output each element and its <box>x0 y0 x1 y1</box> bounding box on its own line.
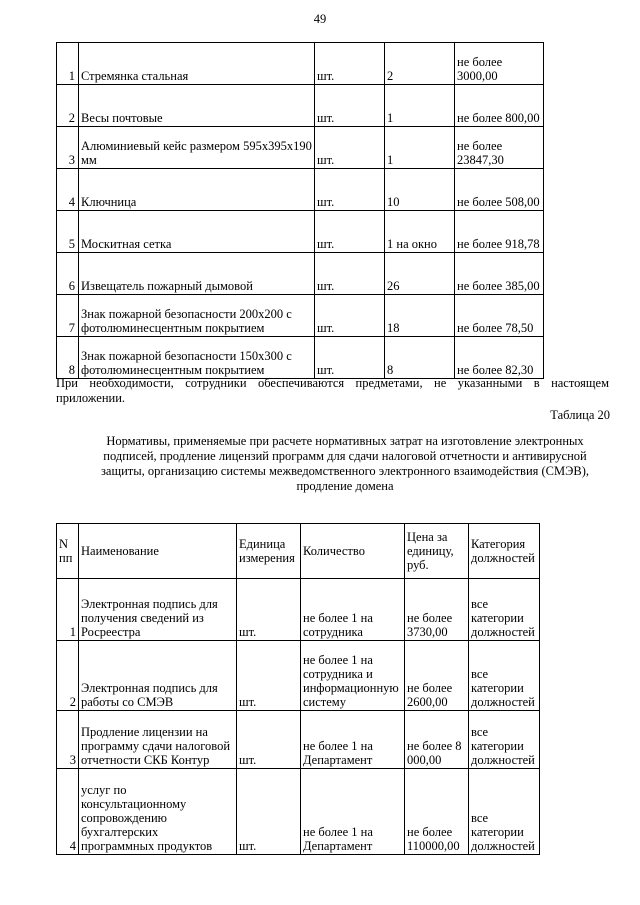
item-name: услуг по консультационному сопровождению бухгалтерских программных продуктов <box>79 769 237 855</box>
item-price: не более 2600,00 <box>405 641 469 711</box>
row-number: 1 <box>57 579 79 641</box>
item-price: не более 508,00 <box>455 169 544 211</box>
header-category: Категория должностей <box>469 524 540 579</box>
item-price: не более 918,78 <box>455 211 544 253</box>
item-quantity: 26 <box>385 253 455 295</box>
item-unit: шт. <box>315 295 385 337</box>
row-number: 3 <box>57 711 79 769</box>
item-unit: шт. <box>315 253 385 295</box>
item-quantity: 18 <box>385 295 455 337</box>
item-name: Стремянка стальная <box>79 43 315 85</box>
item-quantity: не более 1 на сотрудника и информационную систему <box>301 641 405 711</box>
table-row <box>57 641 540 711</box>
item-name: Продление лицензии на программу сдачи налоговой отчетности СКБ Контур <box>79 711 237 769</box>
table-row <box>57 579 540 641</box>
table-row <box>57 337 544 379</box>
item-name: Ключница <box>79 169 315 211</box>
table-row <box>57 169 544 211</box>
table-label: Таблица 20 <box>550 408 610 422</box>
item-quantity: не более 1 на Департамент <box>301 711 405 769</box>
item-price: не более 385,00 <box>455 253 544 295</box>
item-category: все категории должностей <box>469 579 540 641</box>
table-row <box>57 253 544 295</box>
row-number: 6 <box>57 253 79 295</box>
item-quantity: 1 <box>385 85 455 127</box>
row-number: 1 <box>57 43 79 85</box>
item-unit: шт. <box>237 579 301 641</box>
item-category: все категории должностей <box>469 711 540 769</box>
item-price: не более 78,50 <box>455 295 544 337</box>
item-name: Электронная подпись для работы со СМЭВ <box>79 641 237 711</box>
item-quantity: не более 1 на Департамент <box>301 769 405 855</box>
row-number: 8 <box>57 337 79 379</box>
row-number: 4 <box>57 169 79 211</box>
item-price: не более 800,00 <box>455 85 544 127</box>
header-unit: Единица измерения <box>237 524 301 579</box>
item-quantity: 8 <box>385 337 455 379</box>
item-unit: шт. <box>237 641 301 711</box>
table-row <box>57 711 540 769</box>
item-unit: шт. <box>237 769 301 855</box>
item-quantity: 1 на окно <box>385 211 455 253</box>
row-number: 2 <box>57 641 79 711</box>
item-name: Весы почтовые <box>79 85 315 127</box>
header-quantity: Количество <box>301 524 405 579</box>
item-category: все категории должностей <box>469 769 540 855</box>
item-name: Знак пожарной безопасности 200х200 с фотолюминесцентным покрытием <box>79 295 315 337</box>
item-name: Алюминиевый кейс размером 595х395х190 мм <box>79 127 315 169</box>
table-row <box>57 769 540 855</box>
item-unit: шт. <box>315 169 385 211</box>
item-quantity: 1 <box>385 127 455 169</box>
header-row <box>57 524 540 579</box>
item-quantity: не более 1 на сотрудника <box>301 579 405 641</box>
table-row <box>57 295 544 337</box>
table-row <box>57 85 544 127</box>
item-unit: шт. <box>315 211 385 253</box>
row-number: 2 <box>57 85 79 127</box>
table-row <box>57 127 544 169</box>
item-price: не более 110000,00 <box>405 769 469 855</box>
item-unit: шт. <box>315 337 385 379</box>
page-number: 49 <box>313 12 327 26</box>
item-price: не более 82,30 <box>455 337 544 379</box>
item-name: Знак пожарной безопасности 150х300 с фотолюминесцентным покрытием <box>79 337 315 379</box>
item-price: не более 3000,00 <box>455 43 544 85</box>
header-number: N пп <box>57 524 79 579</box>
item-unit: шт. <box>315 85 385 127</box>
note-paragraph: При необходимости, сотрудники обеспечиваются предметами, не указанными в настоящем приложении. <box>56 376 609 405</box>
table-caption: Нормативы, применяемые при расчете нормативных затрат на изготовление электронных подписей, продление лицензий программ для сдачи налоговой отчетности и антивирусной защиты, организацию системы межведомственного электронного взаимодействия (СМЭВ), продление домена <box>100 434 590 493</box>
item-name: Извещатель пожарный дымовой <box>79 253 315 295</box>
item-price: не более 23847,30 <box>455 127 544 169</box>
row-number: 5 <box>57 211 79 253</box>
item-category: все категории должностей <box>469 641 540 711</box>
item-quantity: 2 <box>385 43 455 85</box>
item-name: Электронная подпись для получения сведений из Росреестра <box>79 579 237 641</box>
header-name: Наименование <box>79 524 237 579</box>
item-unit: шт. <box>237 711 301 769</box>
item-price: не более 3730,00 <box>405 579 469 641</box>
item-price: не более 8 000,00 <box>405 711 469 769</box>
norms-table <box>56 523 540 855</box>
header-price: Цена за единицу, руб. <box>405 524 469 579</box>
table-row <box>57 211 544 253</box>
item-quantity: 10 <box>385 169 455 211</box>
row-number: 3 <box>57 127 79 169</box>
item-unit: шт. <box>315 127 385 169</box>
item-unit: шт. <box>315 43 385 85</box>
equipment-table <box>56 42 544 379</box>
row-number: 4 <box>57 769 79 855</box>
item-name: Москитная сетка <box>79 211 315 253</box>
row-number: 7 <box>57 295 79 337</box>
table-row <box>57 43 544 85</box>
